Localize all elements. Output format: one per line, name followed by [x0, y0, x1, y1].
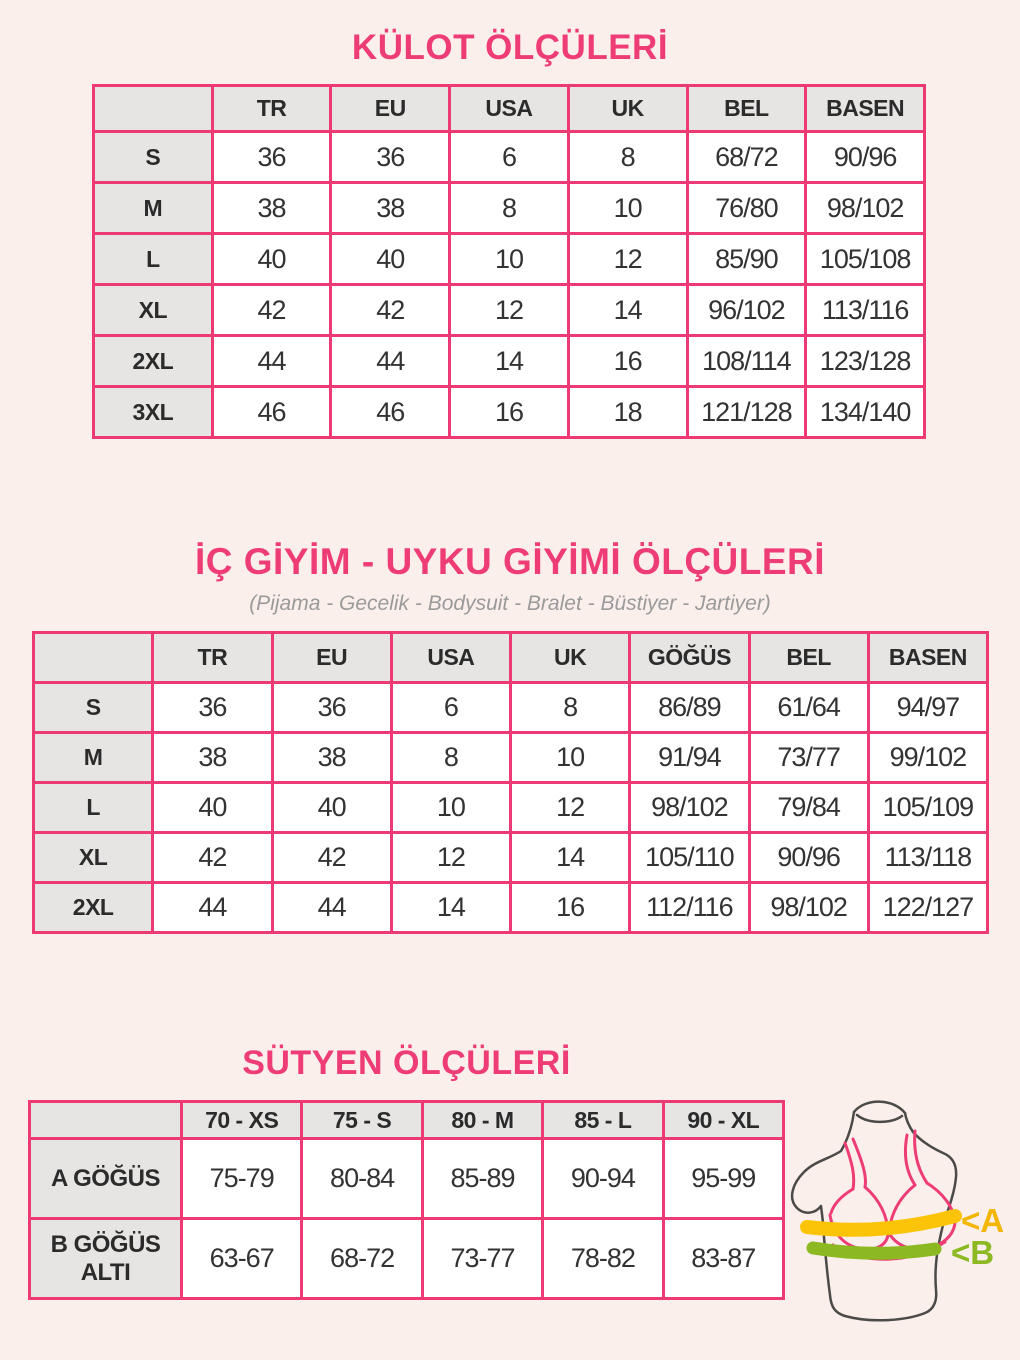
size-cell: 14 — [511, 833, 630, 883]
size-cell: 40 — [272, 783, 391, 833]
size-cell: 40 — [331, 234, 450, 285]
size-cell: 12 — [391, 833, 510, 883]
size-cell: 134/140 — [806, 387, 925, 438]
size-cell: 14 — [568, 285, 687, 336]
torso-outline-icon — [792, 1102, 956, 1321]
size-cell: 36 — [331, 132, 450, 183]
ic-giyim-section-subtitle: (Pijama - Gecelik - Bodysuit - Bralet - Büstiyer - Jartiyer) — [249, 592, 771, 615]
table-row — [94, 183, 925, 234]
row-label: S — [34, 683, 153, 733]
size-cell: 113/116 — [806, 285, 925, 336]
corner-cell — [94, 86, 213, 132]
table-row — [34, 733, 988, 783]
size-cell: 38 — [331, 183, 450, 234]
column-header: TR — [212, 86, 331, 132]
size-cell: 12 — [511, 783, 630, 833]
row-label: M — [34, 733, 153, 783]
column-header: UK — [568, 86, 687, 132]
size-cell: 8 — [450, 183, 569, 234]
size-cell: 61/64 — [749, 683, 868, 733]
bra-measurement-illustration — [785, 1085, 1020, 1360]
row-label: XL — [34, 833, 153, 883]
header-row — [30, 1102, 784, 1139]
size-cell: 36 — [212, 132, 331, 183]
size-cell: 38 — [212, 183, 331, 234]
row-label: S — [94, 132, 213, 183]
header-row — [34, 633, 988, 683]
size-cell: 18 — [568, 387, 687, 438]
size-cell: 85/90 — [687, 234, 806, 285]
band-b-underbust — [813, 1248, 935, 1253]
size-cell: 44 — [212, 336, 331, 387]
size-cell: 10 — [511, 733, 630, 783]
size-cell: 95-99 — [663, 1139, 783, 1219]
size-cell: 94/97 — [868, 683, 987, 733]
size-cell: 44 — [272, 883, 391, 933]
size-cell: 85-89 — [422, 1139, 542, 1219]
size-cell: 36 — [272, 683, 391, 733]
column-header: TR — [153, 633, 272, 683]
size-cell: 14 — [391, 883, 510, 933]
size-cell: 16 — [568, 336, 687, 387]
size-cell: 40 — [212, 234, 331, 285]
row-label: 2XL — [34, 883, 153, 933]
size-cell: 80-84 — [302, 1139, 422, 1219]
size-cell: 73/77 — [749, 733, 868, 783]
size-cell: 86/89 — [630, 683, 749, 733]
size-cell: 8 — [391, 733, 510, 783]
column-header: 75 - S — [302, 1102, 422, 1139]
size-cell: 12 — [450, 285, 569, 336]
row-label: L — [94, 234, 213, 285]
size-cell: 105/108 — [806, 234, 925, 285]
size-cell: 38 — [153, 733, 272, 783]
size-cell: 123/128 — [806, 336, 925, 387]
size-cell: 8 — [568, 132, 687, 183]
row-label: 2XL — [94, 336, 213, 387]
table-row — [34, 683, 988, 733]
size-cell: 98/102 — [749, 883, 868, 933]
size-cell: 122/127 — [868, 883, 987, 933]
size-cell: 10 — [391, 783, 510, 833]
size-cell: 44 — [153, 883, 272, 933]
table-row — [94, 387, 925, 438]
column-header: USA — [450, 86, 569, 132]
size-cell: 98/102 — [630, 783, 749, 833]
column-header: USA — [391, 633, 510, 683]
size-cell: 16 — [511, 883, 630, 933]
column-header: BEL — [749, 633, 868, 683]
size-cell: 46 — [331, 387, 450, 438]
size-cell: 78-82 — [543, 1219, 663, 1299]
size-cell: 76/80 — [687, 183, 806, 234]
size-cell: 68-72 — [302, 1219, 422, 1299]
size-cell: 12 — [568, 234, 687, 285]
size-cell: 44 — [331, 336, 450, 387]
size-cell: 113/118 — [868, 833, 987, 883]
table-row — [94, 234, 925, 285]
size-cell: 121/128 — [687, 387, 806, 438]
size-cell: 91/94 — [630, 733, 749, 783]
table-row — [30, 1139, 784, 1219]
size-cell: 8 — [511, 683, 630, 733]
size-cell: 73-77 — [422, 1219, 542, 1299]
size-cell: 10 — [568, 183, 687, 234]
size-cell: 6 — [450, 132, 569, 183]
header-row — [94, 86, 925, 132]
size-cell: 83-87 — [663, 1219, 783, 1299]
size-cell: 42 — [212, 285, 331, 336]
ic-giyim-section-title: İÇ GİYİM - UYKU GİYİMİ ÖLÇÜLERİ — [194, 541, 826, 582]
row-label: 3XL — [94, 387, 213, 438]
table-row — [94, 132, 925, 183]
table-row — [94, 285, 925, 336]
ic-giyim-size-table — [32, 631, 989, 934]
size-cell: 16 — [450, 387, 569, 438]
table-row — [34, 783, 988, 833]
size-cell: 98/102 — [806, 183, 925, 234]
column-header: UK — [511, 633, 630, 683]
kulot-section-title: KÜLOT ÖLÇÜLERİ — [351, 28, 669, 67]
kulot-size-table — [92, 84, 926, 439]
table-row — [34, 883, 988, 933]
size-cell: 63-67 — [182, 1219, 302, 1299]
size-cell: 46 — [212, 387, 331, 438]
sutyen-section-title: SÜTYEN ÖLÇÜLERİ — [242, 1044, 571, 1082]
size-cell: 75-79 — [182, 1139, 302, 1219]
size-cell: 99/102 — [868, 733, 987, 783]
size-cell: 10 — [450, 234, 569, 285]
size-cell: 68/72 — [687, 132, 806, 183]
size-cell: 108/114 — [687, 336, 806, 387]
sutyen-size-table — [28, 1100, 785, 1300]
size-cell: 38 — [272, 733, 391, 783]
label-a: <A — [961, 1202, 1005, 1239]
row-label: L — [34, 783, 153, 833]
column-header: 70 - XS — [182, 1102, 302, 1139]
size-cell: 40 — [153, 783, 272, 833]
size-cell: 105/110 — [630, 833, 749, 883]
table-row — [30, 1219, 784, 1299]
column-header: 80 - M — [422, 1102, 542, 1139]
corner-cell — [30, 1102, 182, 1139]
size-cell: 79/84 — [749, 783, 868, 833]
column-header: 90 - XL — [663, 1102, 783, 1139]
size-cell: 6 — [391, 683, 510, 733]
column-header: BASEN — [806, 86, 925, 132]
size-cell: 42 — [153, 833, 272, 883]
row-label: A GÖĞÜS — [30, 1139, 182, 1219]
size-cell: 42 — [331, 285, 450, 336]
size-cell: 36 — [153, 683, 272, 733]
size-cell: 90-94 — [543, 1139, 663, 1219]
size-cell: 42 — [272, 833, 391, 883]
corner-cell — [34, 633, 153, 683]
row-label: XL — [94, 285, 213, 336]
size-cell: 90/96 — [806, 132, 925, 183]
row-label: M — [94, 183, 213, 234]
table-row — [34, 833, 988, 883]
table-row — [94, 336, 925, 387]
size-cell: 105/109 — [868, 783, 987, 833]
column-header: GÖĞÜS — [630, 633, 749, 683]
column-header: 85 - L — [543, 1102, 663, 1139]
label-b: <B — [951, 1234, 995, 1271]
size-cell: 14 — [450, 336, 569, 387]
row-label: B GÖĞÜS ALTI — [30, 1219, 182, 1299]
column-header: EU — [331, 86, 450, 132]
size-cell: 96/102 — [687, 285, 806, 336]
column-header: BEL — [687, 86, 806, 132]
size-cell: 112/116 — [630, 883, 749, 933]
column-header: EU — [272, 633, 391, 683]
size-cell: 90/96 — [749, 833, 868, 883]
column-header: BASEN — [868, 633, 987, 683]
